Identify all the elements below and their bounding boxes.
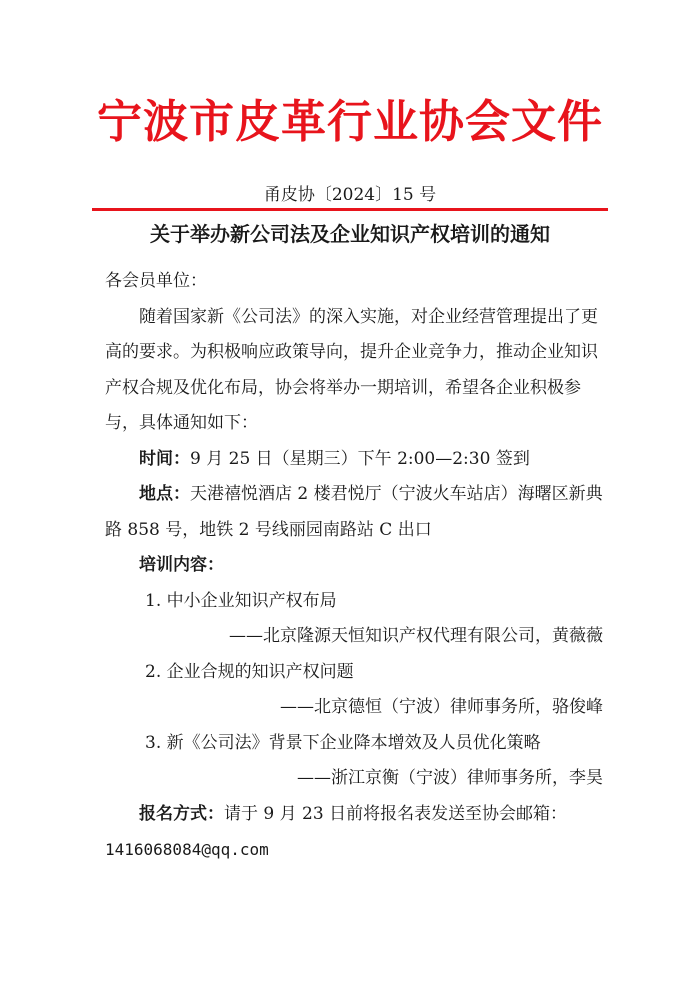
training-item-1-speaker: ——北京隆源天恒知识产权代理有限公司，黄薇薇 — [229, 626, 603, 646]
content-label: 培训内容： — [139, 555, 224, 575]
place-label: 地点： — [139, 484, 190, 504]
intro-paragraph: 随着国家新《公司法》的深入实施，对企业经营管理提出了更高的要求。为积极响应政策导向，提升企业竞争力，推动企业知识产权合规及优化布局，协会将举办一期培训，希望各企业积极参与，具体通知如下： — [105, 306, 598, 433]
training-item-2: 2. 企业合规的知识产权问题 — [145, 661, 354, 682]
time-label: 时间： — [139, 448, 190, 469]
email-address: 1416068084@qq.com — [105, 840, 269, 859]
time-line — [105, 442, 603, 478]
place-value: 天港禧悦酒店 2 楼君悦厅（宁波火车站店）海曙区新典路 858 号，地铁 2 号线丽园南路站 C 出口 — [105, 484, 603, 540]
training-item-1: 1. 中小企业知识产权布局 — [145, 590, 337, 611]
notice-body — [105, 264, 603, 868]
red-divider — [92, 208, 608, 211]
notice-title: 关于举办新公司法及企业知识产权培训的通知 — [150, 222, 550, 246]
time-value: 9 月 25 日（星期三）下午 2:00—2:30 签到 — [190, 448, 530, 469]
training-item-3: 3. 新《公司法》背景下企业降本增效及人员优化策略 — [145, 732, 541, 753]
training-item-3-speaker: ——浙江京衡（宁波）律师事务所，李昊 — [297, 768, 603, 788]
training-item-2-speaker: ——北京德恒（宁波）律师事务所，骆俊峰 — [280, 697, 603, 717]
place-line — [105, 477, 603, 548]
signup-label: 报名方式： — [139, 803, 224, 824]
signup-line — [105, 797, 603, 833]
salutation: 各会员单位： — [105, 271, 207, 291]
masthead-title: 宁波市皮革行业协会文件 — [96, 95, 603, 148]
signup-value: 请于 9 月 23 日前将报名表发送至协会邮箱： — [224, 803, 568, 824]
document-number: 甬皮协〔2024〕15 号 — [263, 185, 437, 205]
